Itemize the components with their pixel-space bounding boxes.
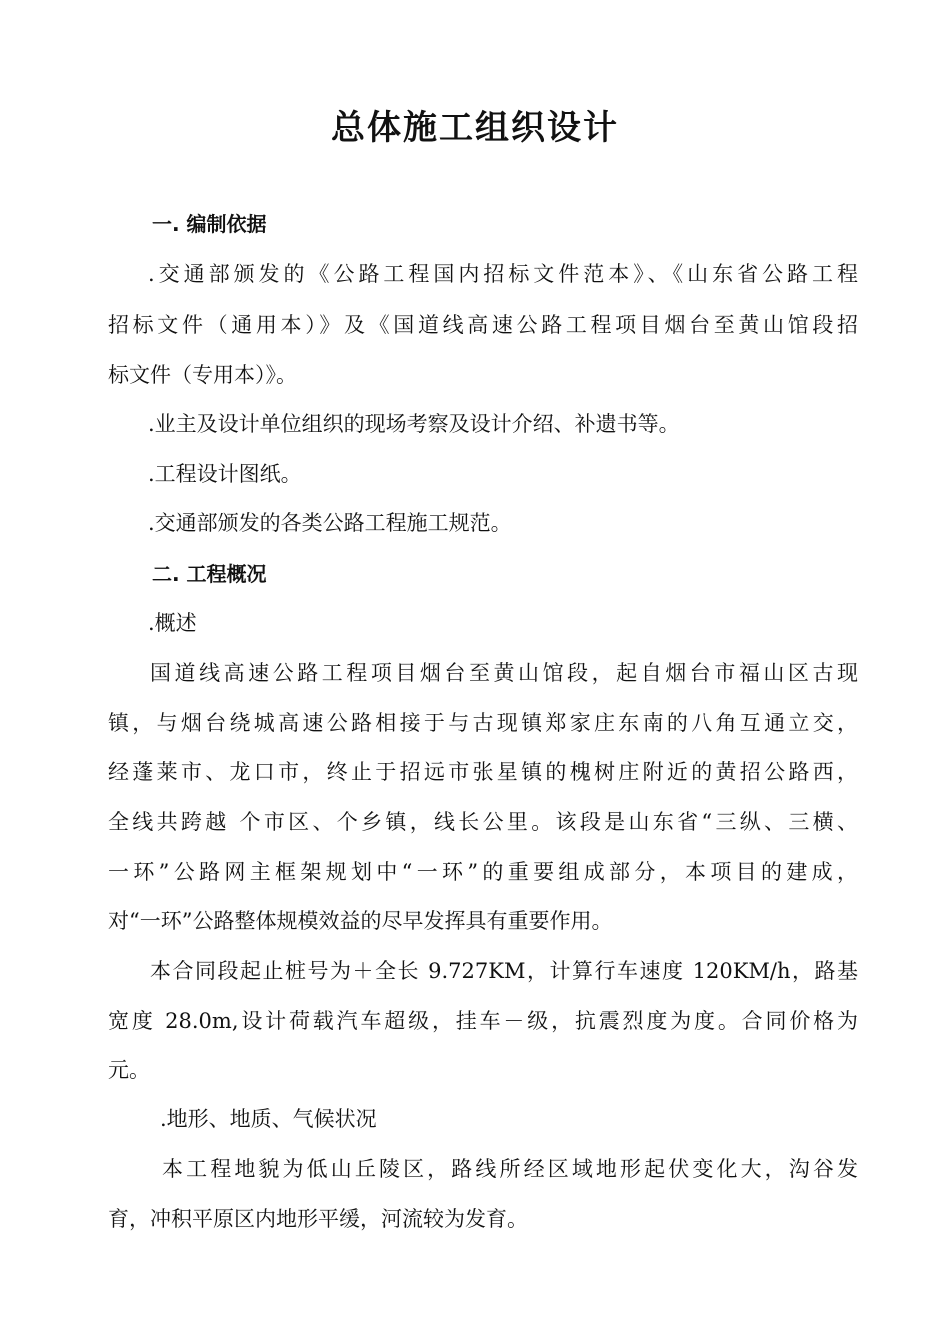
basis-item-1-line-2: 招标文件（通用本）》及《国道线高速公路工程项目烟台至黄山馆段招 [108,313,858,337]
summary-line-6: 对“一环”公路整体规模效益的尽早发挥具有重要作用。 [108,909,613,933]
basis-item-2: .业主及设计单位组织的现场考察及设计介绍、补遗书等。 [148,412,680,436]
contract-line-1: 本合同段起止桩号为＋全长 9.727KM，计算行车速度 120KM/h，路基 [150,959,858,983]
summary-line-5: 一环”公路网主框架规划中“一环”的重要组成部分，本项目的建成， [108,860,858,884]
subheading-terrain: .地形、地质、气候状况 [160,1107,377,1131]
summary-line-4: 全线共跨越 个市区、个乡镇，线长公里。该段是山东省“三纵、三横、 [108,810,858,834]
section-heading-basis: 一. 编制依据 [152,212,267,236]
summary-line-1: 国道线高速公路工程项目烟台至黄山馆段，起自烟台市福山区古现 [150,661,858,685]
document-title: 总体施工组织设计 [331,108,619,148]
summary-line-2: 镇，与烟台绕城高速公路相接于与古现镇郑家庄东南的八角互通立交， [108,711,858,735]
section-heading-overview: 二. 工程概况 [152,562,267,586]
basis-item-4: .交通部颁发的各类公路工程施工规范。 [148,511,512,535]
terrain-line-2: 育，冲积平原区内地形平缓，河流较为发育。 [108,1207,528,1231]
basis-item-3: .工程设计图纸。 [148,462,302,486]
summary-line-3: 经蓬莱市、龙口市，终止于招远市张星镇的槐树庄附近的黄招公路西， [108,760,858,784]
contract-line-2: 宽度 28.0m,设计荷载汽车超级，挂车－级，抗震烈度为度。合同价格为 [108,1009,858,1033]
basis-item-1-line-1: .交通部颁发的《公路工程国内招标文件范本》、《山东省公路工程 [148,262,858,286]
terrain-line-1: 本工程地貌为低山丘陵区，路线所经区域地形起伏变化大，沟谷发 [162,1157,858,1181]
basis-item-1-line-3: 标文件（专用本）》。 [108,363,297,387]
subheading-summary: .概述 [148,611,197,635]
contract-line-3: 元。 [108,1058,150,1082]
